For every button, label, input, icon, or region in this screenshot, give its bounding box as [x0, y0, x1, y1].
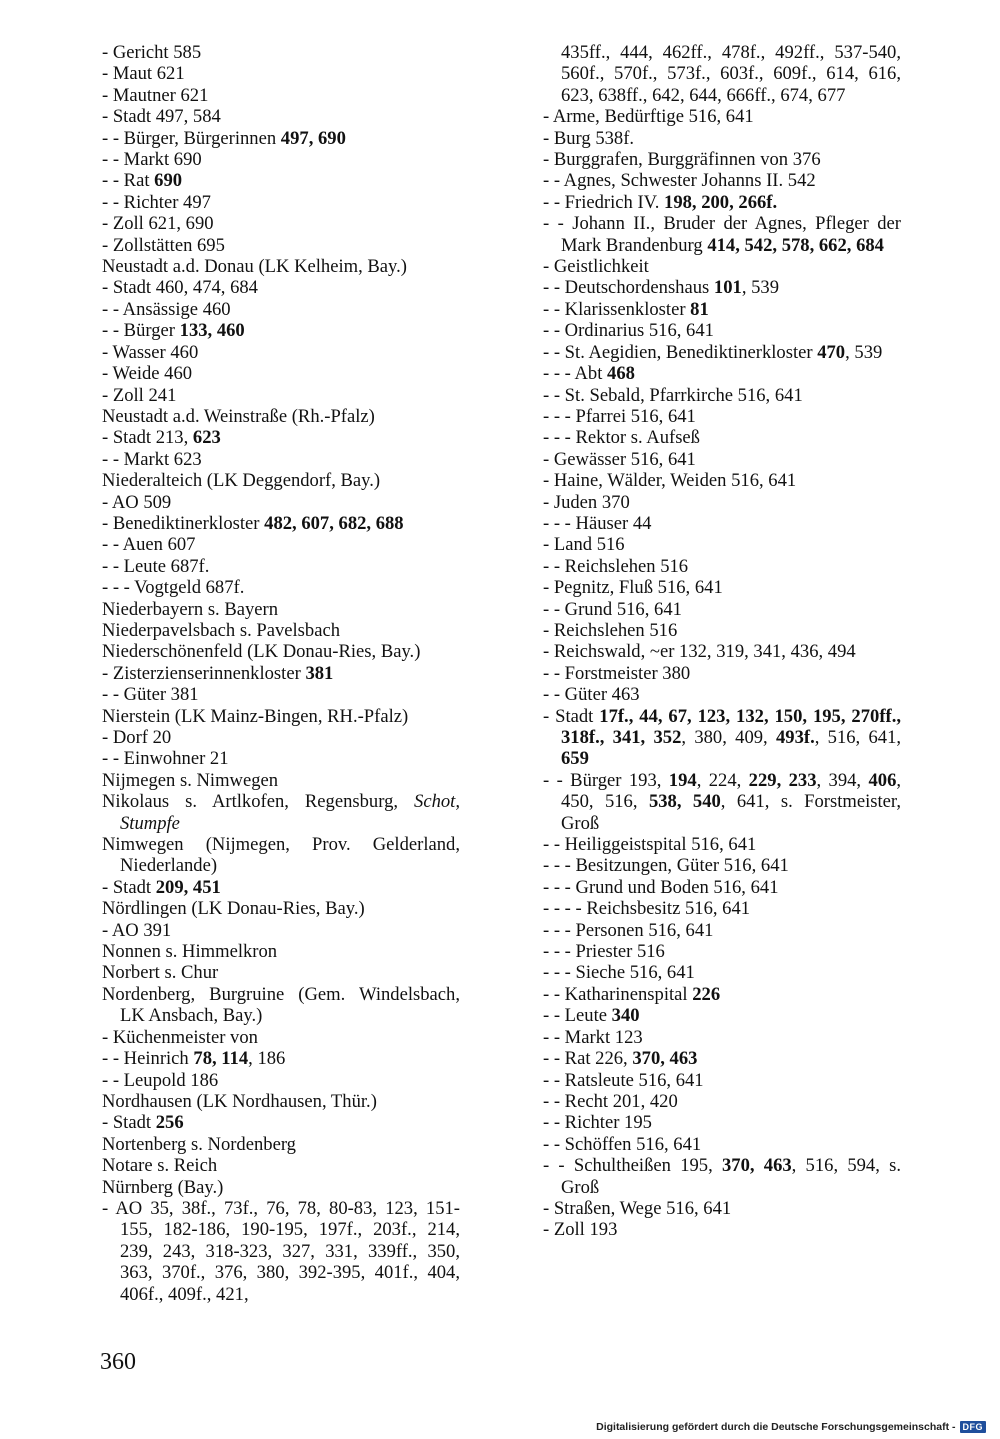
- index-entry: [543, 1219, 901, 1240]
- index-entry: [102, 513, 460, 534]
- entry-text: Niederbayern s. Bayern: [102, 598, 279, 620]
- index-entry: [543, 513, 901, 534]
- index-entry: [102, 213, 460, 234]
- entry-text: - - Markt 123: [543, 1026, 643, 1048]
- page-ref-bold: 370, 463: [632, 1048, 698, 1070]
- index-entry: [102, 1155, 460, 1176]
- index-entry: [102, 941, 460, 962]
- page-ref-bold: 78, 114: [193, 1048, 249, 1070]
- index-entry: [102, 984, 460, 1027]
- entry-text: - Stadt: [543, 705, 600, 727]
- index-entry: [102, 834, 460, 877]
- index-entry: [543, 128, 901, 149]
- index-entry: [543, 385, 901, 406]
- index-entry: [543, 534, 901, 555]
- page-ref-bold: 209, 451: [155, 876, 221, 898]
- index-entry: [543, 320, 901, 341]
- entry-text: Nikolaus s. Artlkofen, Regensburg,: [102, 791, 415, 813]
- index-entry: [102, 128, 460, 149]
- entry-text: - - Reichslehen 516: [543, 555, 689, 577]
- index-entry: [543, 1070, 901, 1091]
- index-entry: [543, 962, 901, 983]
- index-entry: [543, 620, 901, 641]
- entry-text: - - Bürger: [102, 320, 180, 342]
- entry-text: Niederschönenfeld (LK Donau-Ries, Bay.): [102, 641, 421, 663]
- index-entry: [102, 962, 460, 983]
- index-entry: [543, 577, 901, 598]
- page-ref-bold: 101: [713, 277, 742, 299]
- index-entry: [102, 406, 460, 427]
- entry-text: - Land 516: [543, 534, 625, 556]
- index-entry: [102, 470, 460, 491]
- index-entry: [102, 1134, 460, 1155]
- index-entry: [102, 427, 460, 448]
- index-entry: [543, 770, 901, 834]
- entry-text: - - Ordinarius 516, 641: [543, 320, 714, 342]
- entry-text: Nortenberg s. Nordenberg: [102, 1133, 296, 1155]
- entry-text: - - Rat 226,: [543, 1048, 633, 1070]
- index-entry: [543, 855, 901, 876]
- entry-text: - Küchenmeister von: [102, 1026, 258, 1048]
- index-entry: [543, 42, 901, 106]
- entry-text: , 539: [845, 341, 883, 363]
- entry-text: Neustadt a.d. Donau (LK Kelheim, Bay.): [102, 256, 407, 278]
- index-column-right: [543, 42, 901, 1241]
- entry-text: - - - Rektor s. Aufseß: [543, 427, 700, 449]
- entry-text: - - Ansässige 460: [102, 298, 231, 320]
- entry-text: - - Heiliggeistspital 516, 641: [543, 834, 757, 856]
- entry-text: - - Grund 516, 641: [543, 598, 682, 620]
- index-entry: [543, 1091, 901, 1112]
- entry-text: - AO 509: [102, 491, 172, 513]
- entry-text: , 539: [741, 277, 779, 299]
- entry-text: 435ff., 444, 462ff., 478f., 492ff., 537-540, 560f., 570f., 573f., 603f., 609f., 614, 616, 623, 638ff., 642, 644, 666ff., 674, 677: [561, 42, 901, 106]
- entry-text: - Zisterzienserinnenkloster: [102, 662, 306, 684]
- index-entry: [543, 877, 901, 898]
- index-column-left: [102, 42, 460, 1305]
- index-entry: [543, 449, 901, 470]
- page-ref-bold: 133, 460: [179, 320, 245, 342]
- index-entry: [102, 192, 460, 213]
- index-entry: [102, 599, 460, 620]
- entry-text: - - Ratsleute 516, 641: [543, 1069, 704, 1091]
- index-entry: [102, 748, 460, 769]
- index-entry: [543, 192, 901, 213]
- entry-text: - - - Vogtgeld 687f.: [102, 577, 245, 599]
- footer-attribution: [596, 1421, 986, 1433]
- index-entry: [543, 342, 901, 363]
- entry-text: - - - Sieche 516, 641: [543, 962, 695, 984]
- index-entry: [102, 342, 460, 363]
- entry-text: Nierstein (LK Mainz-Bingen, RH.-Pfalz): [102, 705, 409, 727]
- index-entry: [543, 149, 901, 170]
- entry-text: - - - Besitzungen, Güter 516, 641: [543, 855, 789, 877]
- index-entry: [102, 1177, 460, 1198]
- entry-text: Nordhausen (LK Nordhausen, Thür.): [102, 1090, 377, 1112]
- index-entry: [102, 149, 460, 170]
- entry-text: - - Bürger 193,: [543, 769, 669, 791]
- index-entry: [543, 1155, 901, 1198]
- index-entry: [543, 299, 901, 320]
- index-entry: [102, 299, 460, 320]
- entry-text: - - Einwohner 21: [102, 748, 229, 770]
- entry-text: - Zoll 241: [102, 384, 177, 406]
- index-entry: [543, 1048, 901, 1069]
- entry-text: - - Güter 381: [102, 684, 199, 706]
- dfg-logo: DFG: [960, 1421, 987, 1433]
- index-entry: [543, 1134, 901, 1155]
- index-entry: [102, 277, 460, 298]
- entry-text: - AO 35, 38f., 73f., 76, 78, 80-83, 123, 151-155, 182-186, 190-195, 197f., 203f., 214, 239, 243, 318-323, 327, 331, 339ff., 350, 363, 370f., 376, 380, 392-395, 401f., 404, 406f., 409f., 421,: [102, 1197, 460, 1305]
- index-entry: [543, 427, 901, 448]
- entry-text: - - Forstmeister 380: [543, 662, 691, 684]
- entry-text: Neustadt a.d. Weinstraße (Rh.-Pfalz): [102, 405, 375, 427]
- index-entry: [102, 727, 460, 748]
- index-entry: [102, 1048, 460, 1069]
- footer-text: Digitalisierung gefördert durch die Deutsche Forschungsgemeinschaft -: [596, 1421, 956, 1433]
- entry-text: - - Güter 463: [543, 684, 640, 706]
- index-entry: [102, 706, 460, 727]
- entry-text: - - Leute 687f.: [102, 555, 210, 577]
- index-entry: [543, 470, 901, 491]
- index-entry: [102, 320, 460, 341]
- page-number: 360: [100, 1349, 136, 1375]
- entry-text: - - - Grund und Boden 516, 641: [543, 876, 779, 898]
- entry-text: - Juden 370: [543, 491, 630, 513]
- index-entry: [543, 684, 901, 705]
- index-entry: [543, 706, 901, 770]
- entry-text: - - Rat: [102, 170, 155, 192]
- entry-text: Niederpavelsbach s. Pavelsbach: [102, 619, 341, 641]
- cross-ref-italic: Schot, Stumpfe: [120, 791, 460, 834]
- page-ref-bold: 81: [690, 298, 709, 320]
- index-entry: [102, 1198, 460, 1305]
- entry-text: Nijmegen s. Nimwegen: [102, 769, 279, 791]
- entry-text: - Stadt 213,: [102, 427, 193, 449]
- entry-text: - - Schultheißen 195,: [543, 1155, 722, 1177]
- page-ref-bold: 690: [154, 170, 183, 192]
- index-entry: [543, 941, 901, 962]
- index-entry: [102, 256, 460, 277]
- entry-text: Niederalteich (LK Deggendorf, Bay.): [102, 470, 381, 492]
- entry-text: , 516, 641,: [814, 727, 902, 748]
- entry-text: - - Deutschordenshaus: [543, 277, 714, 299]
- index-entry: [543, 834, 901, 855]
- index-entry: [102, 1070, 460, 1091]
- entry-text: , 224,: [696, 769, 749, 791]
- entry-text: - Wasser 460: [102, 341, 199, 363]
- entry-text: - - Richter 195: [543, 1112, 652, 1134]
- index-entry: [102, 363, 460, 384]
- page-ref-bold: 623: [192, 427, 221, 449]
- entry-text: - Zollstätten 695: [102, 234, 225, 256]
- index-entry: [543, 277, 901, 298]
- entry-text: - Haine, Wälder, Weiden 516, 641: [543, 470, 797, 492]
- entry-text: - Pegnitz, Fluß 516, 641: [543, 577, 723, 599]
- index-entry: [102, 106, 460, 127]
- entry-text: - Zoll 621, 690: [102, 213, 214, 235]
- entry-text: - Stadt 497, 584: [102, 106, 221, 128]
- entry-text: - Burggrafen, Burggräfinnen von 376: [543, 149, 821, 171]
- entry-text: - Benediktinerkloster: [102, 512, 265, 534]
- entry-text: - - - Häuser 44: [543, 512, 652, 534]
- entry-text: , 186: [248, 1048, 286, 1070]
- entry-text: Norbert s. Chur: [102, 962, 219, 984]
- page-ref-bold: 229, 233: [748, 769, 817, 791]
- page-ref-bold: 256: [155, 1112, 184, 1134]
- index-entry: [102, 534, 460, 555]
- entry-text: - - St. Aegidien, Benediktinerkloster: [543, 341, 818, 363]
- entry-text: - AO 391: [102, 919, 172, 941]
- entry-text: - Gewässer 516, 641: [543, 448, 696, 470]
- index-entry: [543, 641, 901, 662]
- entry-text: Nimwegen (Nijmegen, Prov. Gelderland, Niederlande): [102, 834, 460, 877]
- entry-text: - - Agnes, Schwester Johanns II. 542: [543, 170, 816, 192]
- entry-text: Nürnberg (Bay.): [102, 1176, 224, 1198]
- entry-text: - - Friedrich IV.: [543, 191, 665, 213]
- entry-text: - - - Pfarrei 516, 641: [543, 405, 696, 427]
- index-entry: [543, 663, 901, 684]
- entry-text: - - Leupold 186: [102, 1069, 219, 1091]
- index-entry: [102, 85, 460, 106]
- entry-text: - Dorf 20: [102, 727, 172, 748]
- entry-text: - - Bürger, Bürgerinnen: [102, 127, 281, 149]
- index-entry: [543, 984, 901, 1005]
- index-entry: [543, 1005, 901, 1026]
- entry-text: - Stadt: [102, 1112, 156, 1134]
- entry-text: Nonnen s. Himmelkron: [102, 941, 278, 963]
- entry-text: - Reichswald, ~er 132, 319, 341, 436, 494: [543, 641, 856, 663]
- page-ref-bold: 340: [611, 1005, 640, 1027]
- entry-text: - - Richter 497: [102, 191, 211, 213]
- entry-text: - Stadt: [102, 876, 156, 898]
- index-entry: [102, 920, 460, 941]
- index-entry: [102, 663, 460, 684]
- index-entry: [102, 385, 460, 406]
- entry-text: - - Markt 690: [102, 149, 202, 171]
- index-entry: [102, 620, 460, 641]
- entry-text: - - Markt 623: [102, 448, 202, 470]
- page-ref-bold: 406: [868, 769, 897, 791]
- entry-text: - - Recht 201, 420: [543, 1090, 678, 1112]
- entry-text: - - Klarissenkloster: [543, 298, 691, 320]
- index-entry: [102, 1112, 460, 1133]
- index-entry: [102, 556, 460, 577]
- index-entry: [102, 684, 460, 705]
- entry-text: - - - Personen 516, 641: [543, 919, 714, 941]
- index-entry: [102, 1027, 460, 1048]
- index-entry: [543, 363, 901, 384]
- entry-text: - Mautner 621: [102, 84, 209, 106]
- entry-text: - - Johann II., Bruder der Agnes, Pfleger der Mark Brandenburg: [543, 213, 901, 256]
- entry-text: , 641, s. Forstmeister, Groß: [561, 791, 902, 834]
- entry-text: Nördlingen (LK Donau-Ries, Bay.): [102, 898, 365, 920]
- entry-text: - Geistlichkeit: [543, 256, 649, 278]
- index-entry: [102, 770, 460, 791]
- index-entry: [543, 406, 901, 427]
- index-entry: [543, 920, 901, 941]
- entry-text: - Weide 460: [102, 363, 193, 385]
- entry-text: - Zoll 193: [543, 1219, 618, 1241]
- index-entry: [102, 791, 460, 834]
- page-ref-bold: 198, 200, 266f.: [664, 191, 778, 213]
- entry-text: - - Leute: [543, 1005, 612, 1027]
- index-entry: [102, 577, 460, 598]
- page-ref-bold: 381: [305, 662, 334, 684]
- page-ref-bold: 659: [561, 748, 589, 770]
- index-entry: [102, 1091, 460, 1112]
- index-entry: [102, 898, 460, 919]
- page-ref-bold: 414, 542, 578, 662, 684: [707, 234, 884, 256]
- index-entry: [543, 1198, 901, 1219]
- page-ref-bold: 493f.: [775, 727, 815, 748]
- entry-text: - - Schöffen 516, 641: [543, 1133, 702, 1155]
- index-entry: [102, 449, 460, 470]
- entry-text: - Straßen, Wege 516, 641: [543, 1197, 732, 1219]
- entry-text: - - Auen 607: [102, 534, 196, 556]
- index-entry: [102, 641, 460, 662]
- page-ref-bold: 194: [668, 769, 697, 791]
- index-entry: [102, 170, 460, 191]
- entry-text: - Gericht 585: [102, 42, 202, 63]
- page-ref-bold: 538, 540: [648, 791, 721, 813]
- entry-text: , 450, 516,: [561, 769, 902, 813]
- page-ref-bold: 470: [817, 341, 846, 363]
- index-entry: [543, 106, 901, 127]
- entry-text: - Reichslehen 516: [543, 619, 678, 641]
- entry-text: Notare s. Reich: [102, 1155, 218, 1177]
- entry-text: Nordenberg, Burgruine (Gem. Windelsbach, LK Ansbach, Bay.): [102, 983, 460, 1027]
- entry-text: , 394,: [816, 769, 869, 791]
- entry-text: - Maut 621: [102, 63, 185, 85]
- index-entry: [543, 1027, 901, 1048]
- page-ref-bold: 17f., 44, 67, 123, 132, 150, 195, 270ff., 318f., 341, 352: [561, 705, 901, 748]
- entry-text: - - St. Sebald, Pfarrkirche 516, 641: [543, 384, 803, 406]
- index-entry: [543, 1112, 901, 1133]
- index-entry: [102, 42, 460, 63]
- index-entry: [543, 256, 901, 277]
- entry-text: - - Heinrich: [102, 1048, 194, 1070]
- entry-text: - - - - Reichsbesitz 516, 641: [543, 898, 751, 920]
- index-entry: [543, 213, 901, 256]
- entry-text: - - - Priester 516: [543, 941, 665, 963]
- page-ref-bold: 482, 607, 682, 688: [264, 512, 404, 534]
- entry-text: , 516, 594, s. Groß: [561, 1155, 901, 1198]
- entry-text: - - - Abt: [543, 363, 608, 385]
- index-entry: [102, 63, 460, 84]
- entry-text: - Burg 538f.: [543, 127, 635, 149]
- index-entry: [102, 877, 460, 898]
- index-entry: [543, 599, 901, 620]
- index-entry: [543, 556, 901, 577]
- index-entry: [102, 235, 460, 256]
- index-entry: [543, 170, 901, 191]
- page-ref-bold: 468: [607, 363, 635, 385]
- entry-text: - - Katharinenspital: [543, 983, 693, 1005]
- entry-text: - Arme, Bedürftige 516, 641: [543, 106, 754, 128]
- page-ref-bold: 370, 463: [721, 1155, 792, 1177]
- entry-text: - Stadt 460, 474, 684: [102, 277, 258, 299]
- index-entry: [543, 492, 901, 513]
- page-ref-bold: 226: [692, 983, 721, 1005]
- page-ref-bold: 497, 690: [280, 127, 346, 149]
- index-entry: [543, 898, 901, 919]
- entry-text: , 380, 409,: [681, 727, 776, 748]
- index-entry: [102, 492, 460, 513]
